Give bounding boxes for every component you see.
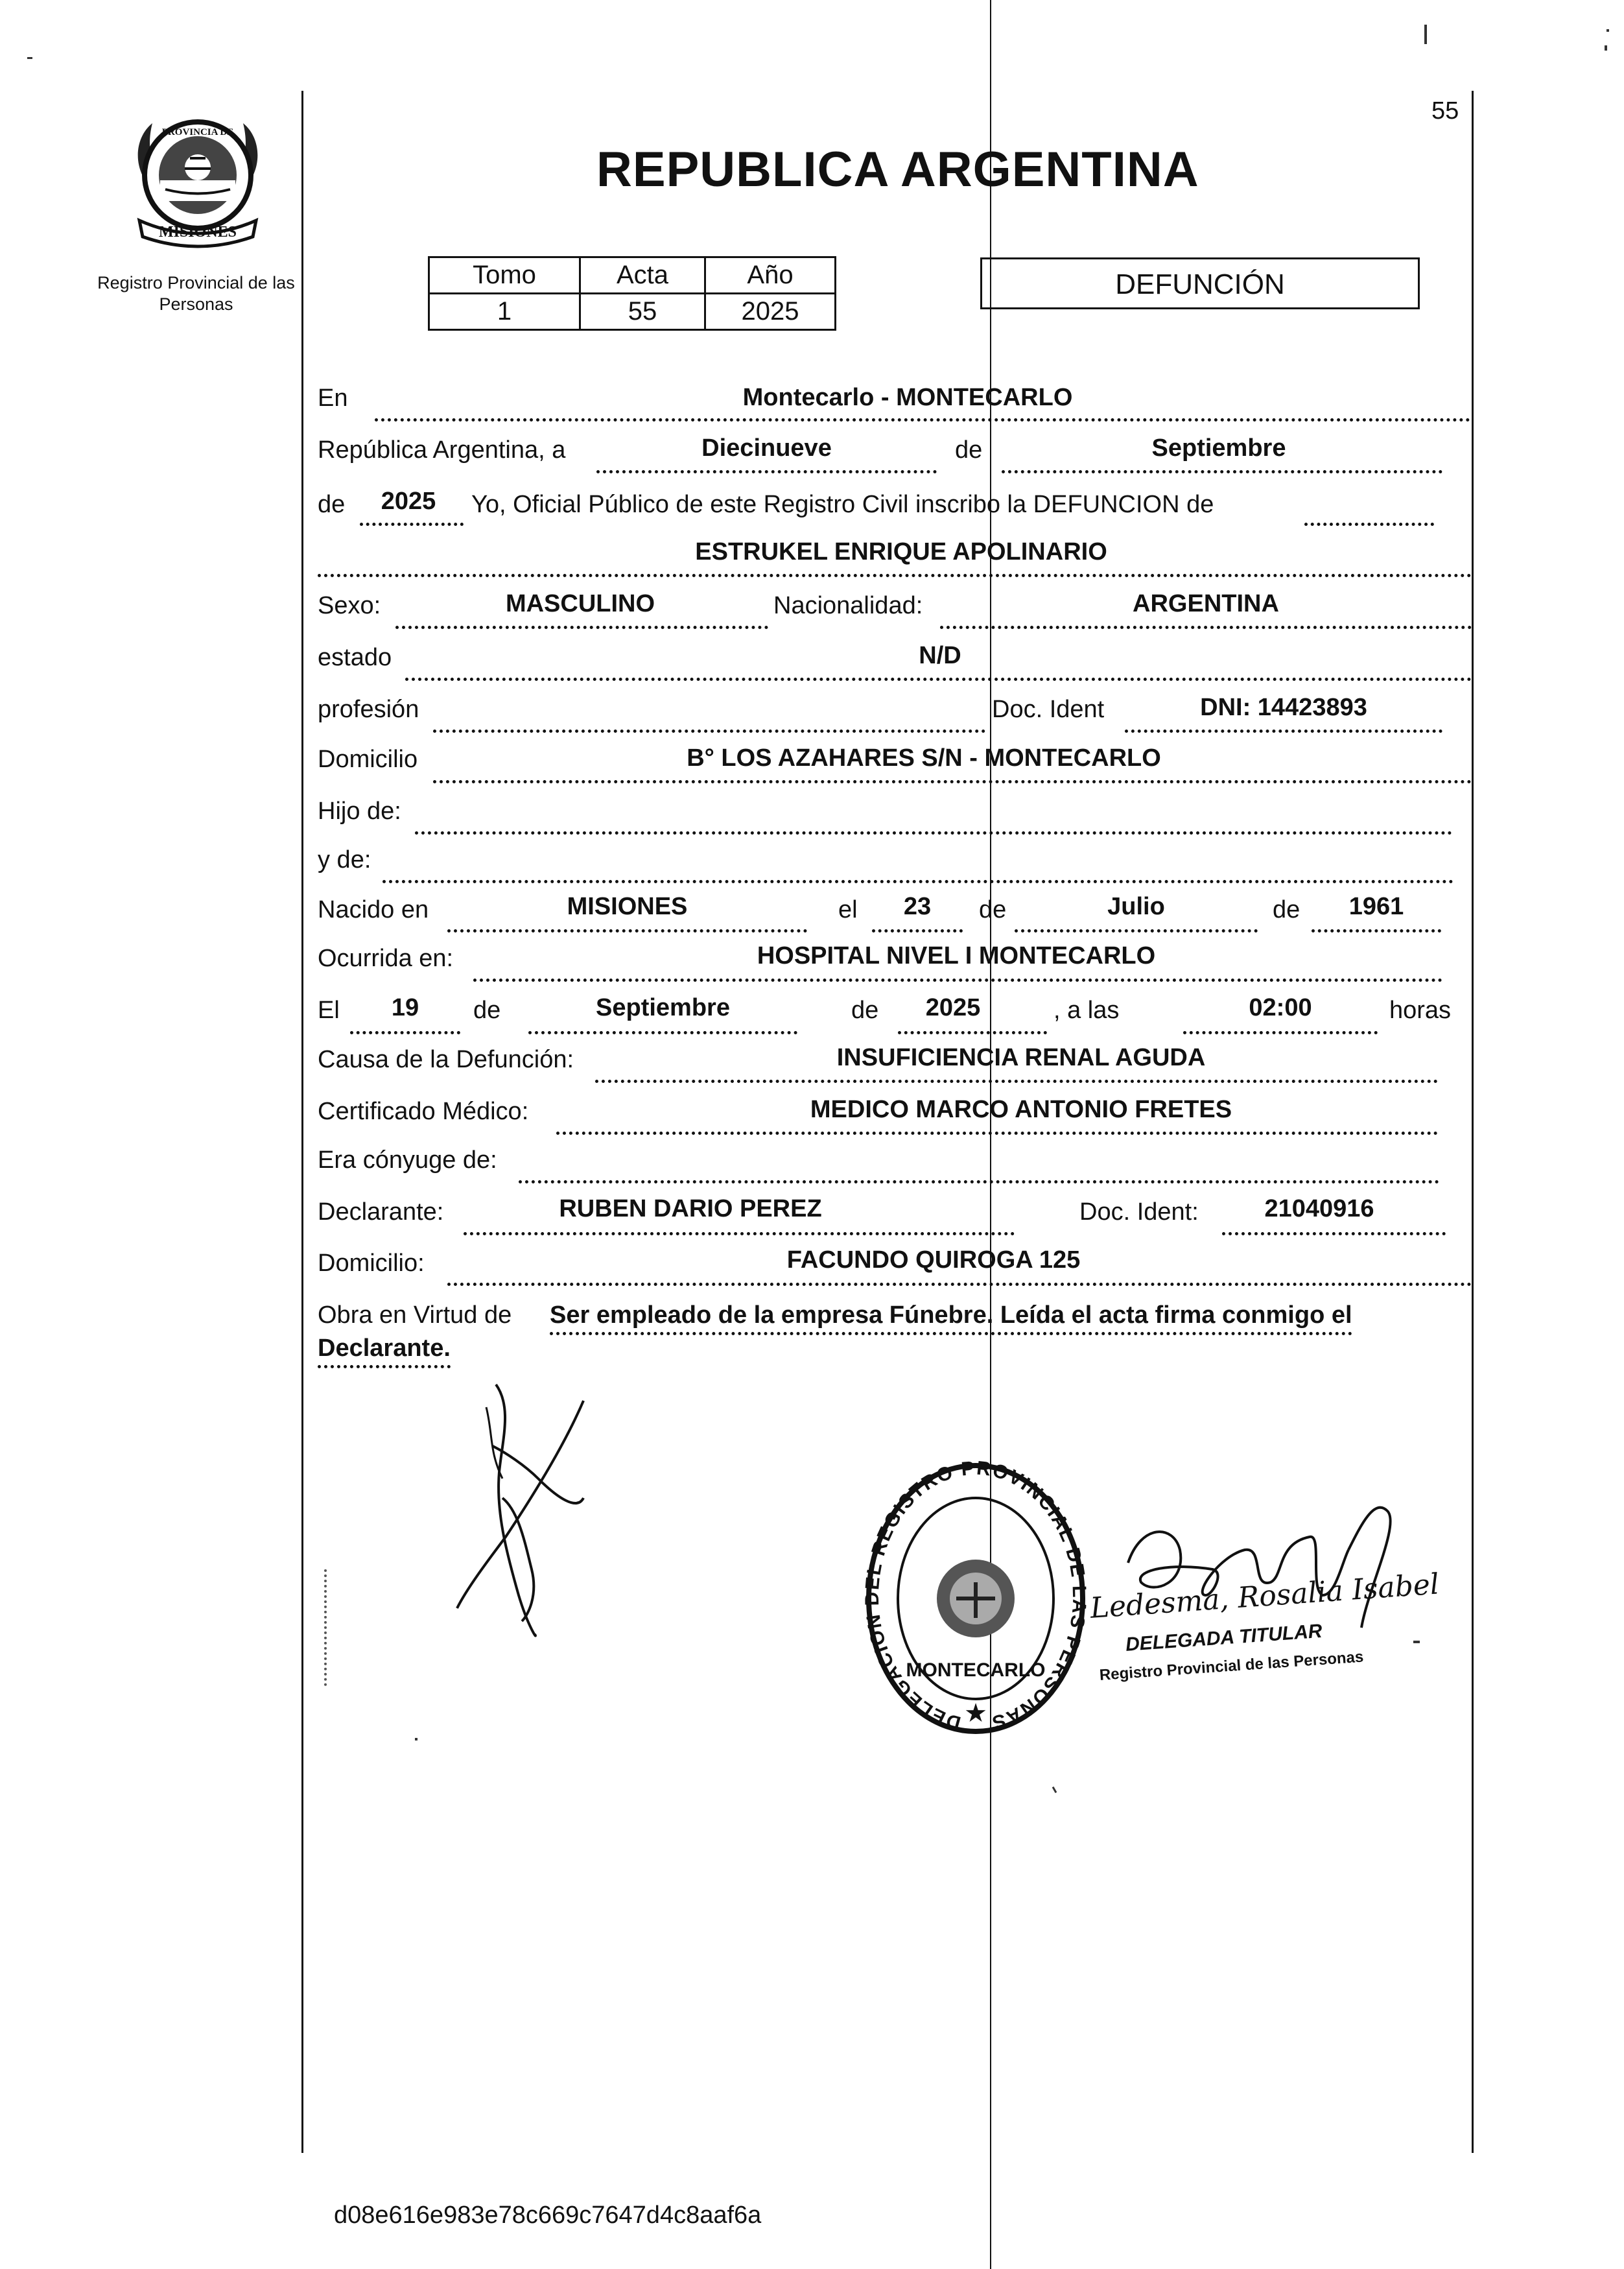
label-horas: horas [1389,997,1452,1024]
label-de-birth-year: de [1273,896,1300,923]
stamp-city-text: MONTECARLO [906,1659,1046,1681]
obra-text-line1: Ser empleado de la empresa Fúnebre. Leída el acta firma conmigo el [550,1301,1352,1335]
month-value: Septiembre [1151,434,1286,462]
label-ocurrida-en: Ocurrida en: [318,945,454,972]
label-y-de: y de: [318,846,371,873]
col-tomo: Tomo [429,257,580,294]
label-a-las: , a las [1053,997,1120,1024]
place-value: Montecarlo - MONTECARLO [742,384,1073,411]
field-line [433,780,1472,783]
record-type: DEFUNCIÓN [1115,268,1285,300]
label-de-birth-month: de [979,896,1007,923]
field-line [360,523,464,526]
official-name: Ledesma, Rosalia Isabel [1089,1567,1441,1625]
margin-mark [1052,1787,1057,1793]
label-domicilio: Domicilio [318,746,418,773]
scan-mark [27,57,32,59]
margin-mark [1413,1641,1420,1643]
anio-value: 2025 [705,294,836,330]
field-line [350,1031,460,1034]
label-el-date: El [318,997,340,1024]
day-text-value: Diecinueve [701,434,832,462]
label-obra: Obra en Virtud de [318,1301,512,1329]
field-line [1125,730,1442,733]
birthplace-value: MISIONES [567,893,688,920]
label-certificado: Certificado Médico: [318,1098,529,1125]
death-day-value: 19 [391,994,419,1021]
field-line [1015,929,1258,933]
label-nacionalidad: Nacionalidad: [773,592,923,619]
scan-mark [1424,25,1427,44]
stamp-ring-text: DELEGACION DEL REGISTRO PROVINCIAL DE LAS PERSONAS [861,1459,1090,1734]
field-line [898,1031,1047,1034]
obra-text-line2: Declarante. [318,1335,451,1368]
label-causa: Causa de la Defunción: [318,1046,574,1073]
label-estado: estado [318,644,392,671]
document-hash: d08e616e983e78c669c7647d4c8aaf6a [334,2202,762,2229]
field-line [405,678,1472,681]
col-acta: Acta [580,257,705,294]
col-anio: Año [705,257,836,294]
field-line [447,929,807,933]
field-line [375,418,1470,422]
field-line [596,470,937,473]
field-line [595,1080,1438,1083]
field-line [382,880,1453,883]
official-office: Registro Provincial de las Personas [1099,1648,1365,1684]
label-de: de [955,436,983,464]
cause-value: INSUFICIENCIA RENAL AGUDA [836,1044,1206,1071]
sex-value: MASCULINO [505,590,655,617]
label-sexo: Sexo: [318,592,381,619]
label-doc-ident-declarant: Doc. Ident: [1079,1198,1199,1226]
official-title: DELEGADA TITULAR [1125,1620,1323,1656]
declarant-doc-value: 21040916 [1264,1195,1374,1222]
registry-name: Registro Provincial de las Personas [97,273,295,314]
label-republica: República Argentina, a [318,436,566,464]
label-en: En [318,385,348,412]
label-de-death-year: de [851,997,879,1024]
year-value: 2025 [381,488,436,515]
label-de-death-month: de [473,997,501,1024]
page-number: 55 [1431,97,1459,125]
field-line [447,1283,1472,1286]
death-month-value: Septiembre [596,994,730,1021]
page-title: REPUBLICA ARGENTINA [596,142,1199,197]
right-margin-rule [1472,91,1474,2153]
label-de-year: de [318,491,346,518]
official-stamp [859,1459,1092,1744]
record-table [428,256,836,331]
label-declarante: Declarante: [318,1198,444,1226]
label-profesion: profesión [318,696,419,723]
declarant-address-value: FACUNDO QUIROGA 125 [786,1246,1081,1274]
death-time-value: 02:00 [1249,994,1312,1021]
declarant-value: RUBEN DARIO PEREZ [559,1195,822,1222]
field-line [872,929,963,933]
label-nacido-en: Nacido en [318,896,429,923]
certifier-value: MEDICO MARCO ANTONIO FRETES [810,1096,1232,1123]
acta-value: 55 [580,294,705,330]
scan-mark [1605,45,1607,51]
field-line [1304,523,1434,526]
address-value: B° LOS AZAHARES S/N - MONTECARLO [687,744,1161,772]
record-type-box [980,257,1420,309]
birth-month-value: Julio [1107,893,1165,920]
field-line [556,1132,1438,1135]
label-doc-ident: Doc. Ident [992,696,1105,723]
doc-value: DNI: 14423893 [1200,694,1367,721]
provincial-seal [120,104,276,253]
field-line [395,626,768,629]
margin-mark [415,1738,418,1740]
seal-bottom-text: MISIONES [158,224,237,241]
field-line [1183,1031,1378,1034]
field-line [464,1232,1015,1235]
field-line [1002,470,1442,473]
label-yo: Yo, Oficial Público de este Registro Civil inscribo la DEFUNCION de [471,491,1214,518]
field-line [318,574,1472,577]
field-line [1312,929,1441,933]
label-domicilio-declarant: Domicilio: [318,1250,425,1277]
scan-mark [1606,29,1609,32]
field-line [519,1180,1439,1183]
field-line [473,979,1442,982]
field-line [415,831,1452,835]
field-line [528,1031,797,1034]
field-line [1222,1232,1446,1235]
declarant-signature [441,1381,635,1641]
tomo-value: 1 [429,294,580,330]
label-hijo-de: Hijo de: [318,798,401,825]
label-el: el [838,896,858,923]
deceased-name-value: ESTRUKEL ENRIQUE APOLINARIO [695,538,1107,565]
nationality-value: ARGENTINA [1133,590,1279,617]
svg-text:★: ★ [964,1699,987,1728]
field-line [940,626,1472,629]
civil-status-value: N/D [919,642,961,669]
left-margin-rule [301,91,303,2153]
birth-year-value: 1961 [1348,893,1404,920]
label-conyuge: Era cónyuge de: [318,1146,497,1174]
birth-day-value: 23 [903,893,932,920]
margin-mark [324,1569,329,1686]
seal-top-text: PROVINCIA DE [161,127,234,137]
death-year-value: 2025 [925,994,981,1021]
place-of-death-value: HOSPITAL NIVEL I MONTECARLO [757,942,1156,969]
field-line [433,730,985,733]
